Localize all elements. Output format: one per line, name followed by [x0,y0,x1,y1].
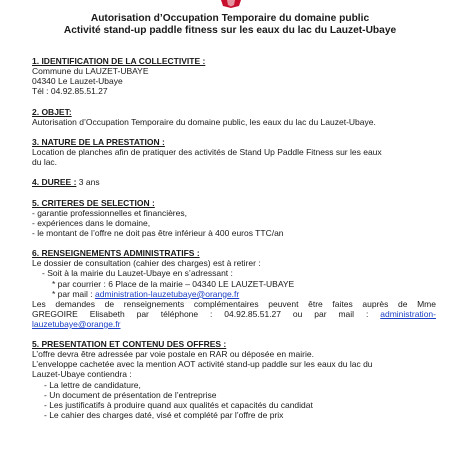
renseignements-intro: Le dossier de consultation (cahier des charges) est à retirer : [32,258,261,269]
extra-info-text: GREGOIRE Elisabeth par téléphone : 04.92.85.51.27 ou par mail : [32,308,369,319]
offre-item: - Le cahier des charges daté, visé et complété par l’offre de prix [44,409,284,420]
section-renseignements [32,248,436,329]
section-heading: 2. OBJET: [32,106,72,117]
document-title-line-1: Autorisation d’Occupation Temporaire du domaine public [90,13,370,24]
section-duree [32,177,436,187]
collectivite-phone: Tél : 04.92.85.51.27 [32,86,108,97]
contact-mail-link-part-1[interactable]: administration- [380,308,436,319]
document-title-line-2: Activité stand-up paddle fitness sur les eaux du lac du Lauzet-Ubaye [63,25,397,36]
duree-value: 3 ans [78,177,100,188]
offre-item: - Un document de présentation de l’entreprise [44,389,217,400]
duree-line [32,177,436,187]
extra-info-line-1: Les demandes de renseignements complémentaires peuvent être faites auprès de Mme [32,298,436,309]
critere-item: - expériences dans le domaine, [32,217,151,228]
collectivite-address: 04340 Le Lauzet-Ubaye [32,76,123,87]
renseignements-mail [32,289,436,299]
nature-text-line-1: Location de planches afin de pratiquer des activités de Stand Up Paddle Fitness sur les eaux [32,147,382,158]
document-body [32,56,436,430]
section-nature [32,137,436,167]
section-criteres [32,198,436,238]
section-heading: 3. NATURE DE LA PRESTATION : [32,136,165,147]
section-heading: 4. DUREE : [32,177,77,188]
offres-line-1: L’offre devra être adressée par voie postale en RAR ou déposée en mairie. [32,349,314,360]
renseignements-courrier: * par courrier : 6 Place de la mairie – 04340 LE LAUZET-UBAYE [52,278,295,289]
offres-line-2: L’enveloppe cachetée avec la mention AOT activité stand-up paddle sur les eaux du lac du [32,359,373,370]
section-objet [32,107,436,127]
critere-item: - garantie professionnelles et financières, [32,207,187,218]
extra-info-line-3 [32,319,436,329]
offres-line-3: Lauzet-Ubaye contiendra : [32,369,132,380]
mail-label: * par mail : [52,288,95,299]
section-heading: 6. RENSEIGNEMENTS ADMINISTRATIFS : [32,248,200,259]
municipal-crest-icon [218,0,244,8]
section-presentation-offres [32,339,436,420]
section-heading: 1. IDENTIFICATION DE LA COLLECTIVITE : [32,56,206,66]
offre-item: - Les justificatifs à produire quand aux qualités et capacités du candidat [44,399,313,410]
section-identification [32,56,436,96]
section-heading: 5. PRESENTATION ET CONTENU DES OFFRES : [32,339,227,350]
nature-text-line-2: du lac. [32,157,58,168]
contact-mail-link-part-2[interactable]: lauzetubaye@orange.fr [32,318,121,329]
objet-text: Autorisation d’Occupation Temporaire du domaine public, les eaux du lac du Lauzet-Ubaye. [32,116,376,127]
extra-info-line-2 [32,309,436,319]
renseignements-sub: - Soit à la mairie du Lauzet-Ubaye en s’adressant : [42,268,233,279]
offre-item: - La lettre de candidature, [44,379,141,390]
critere-item: - le montant de l’offre ne doit pas être inférieur à 400 euros TTC/an [32,227,284,238]
mail-link[interactable]: administration-lauzetubaye@orange.fr [95,288,240,299]
section-heading: 5. CRITERES DE SELECTION : [32,197,155,208]
collectivite-name: Commune du LAUZET-UBAYE [32,66,149,77]
